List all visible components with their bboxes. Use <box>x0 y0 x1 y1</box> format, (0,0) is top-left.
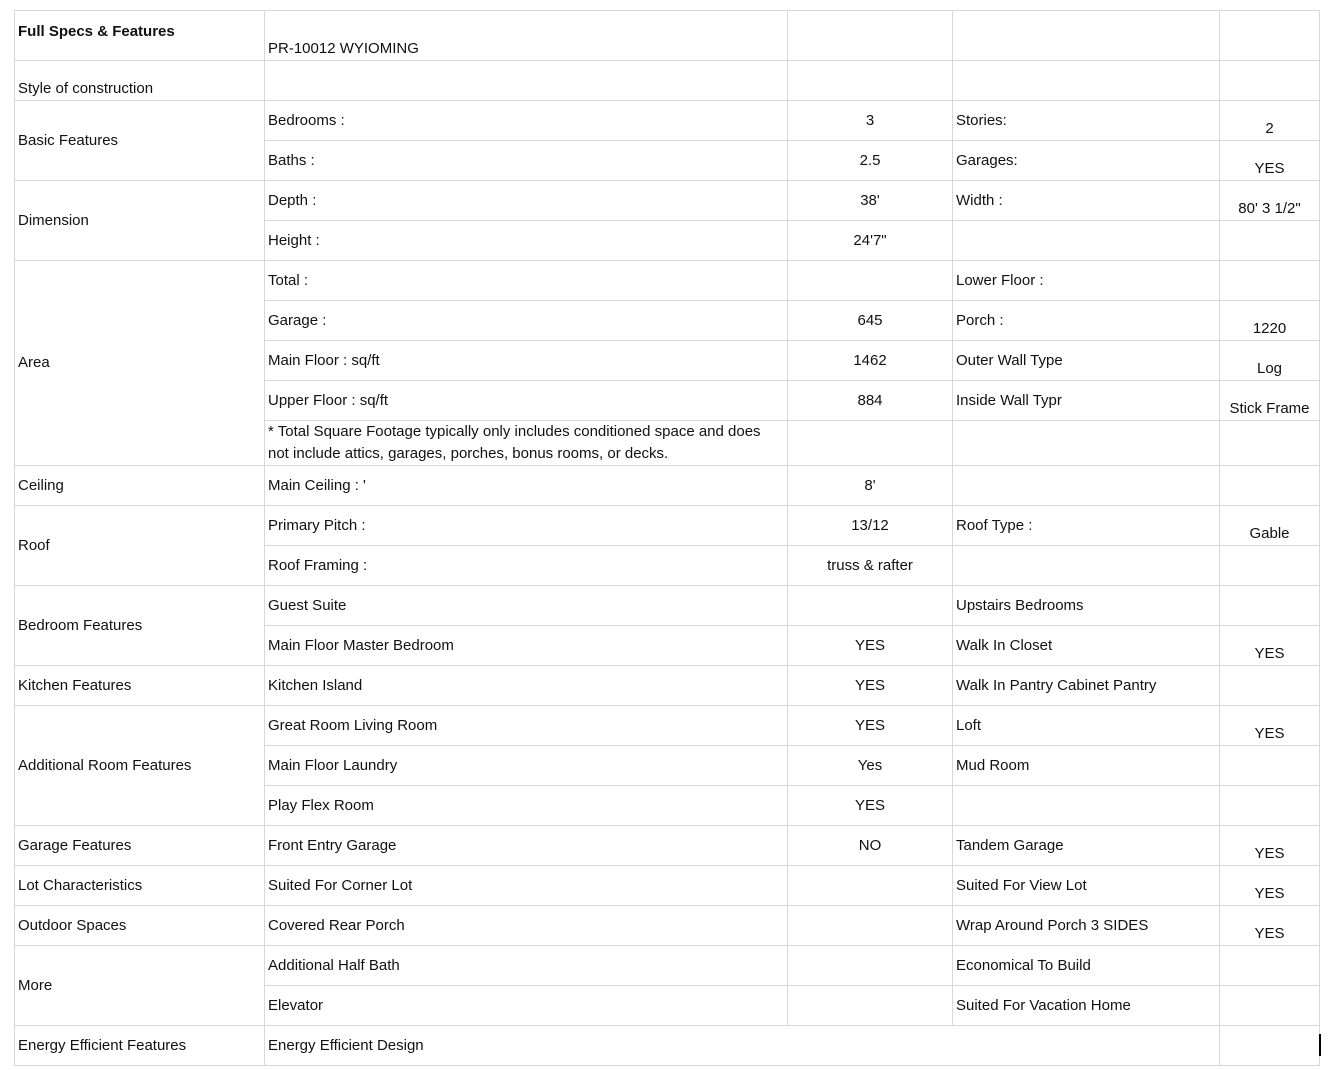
empty-cell <box>1220 546 1320 586</box>
row-right-value: 2 <box>1220 101 1320 141</box>
row-label: Main Floor Laundry <box>265 746 788 786</box>
row-right-value: Gable <box>1220 506 1320 546</box>
section-outdoor-spaces: Outdoor Spaces <box>15 906 265 946</box>
table-row <box>15 666 1320 706</box>
row-label: Height : <box>265 221 788 261</box>
row-right-value: YES <box>1220 626 1320 666</box>
empty-cell <box>953 466 1220 506</box>
row-right-label: Wrap Around Porch 3 SIDES <box>953 906 1220 946</box>
empty-cell <box>953 61 1220 101</box>
empty-cell <box>788 586 953 626</box>
row-value: 24'7" <box>788 221 953 261</box>
row-right-label: Loft <box>953 706 1220 746</box>
section-roof: Roof <box>15 506 265 586</box>
row-value: YES <box>788 666 953 706</box>
section-garage-features: Garage Features <box>15 826 265 866</box>
row-right-label: Inside Wall Typr <box>953 381 1220 421</box>
row-right-label: Suited For View Lot <box>953 866 1220 906</box>
style-label: Style of construction <box>15 61 265 101</box>
row-value: 3 <box>788 101 953 141</box>
row-value: 884 <box>788 381 953 421</box>
row-right-label: Roof Type : <box>953 506 1220 546</box>
section-kitchen-features: Kitchen Features <box>15 666 265 706</box>
section-ceiling: Ceiling <box>15 466 265 506</box>
row-right-label: Porch : <box>953 301 1220 341</box>
empty-cell <box>788 61 953 101</box>
empty-cell <box>953 786 1220 826</box>
empty-cell <box>1220 261 1320 301</box>
empty-cell <box>1220 946 1320 986</box>
row-right-label: Economical To Build <box>953 946 1220 986</box>
empty-cell <box>788 866 953 906</box>
text-cursor-icon <box>1319 1034 1321 1056</box>
row-right-label: Outer Wall Type <box>953 341 1220 381</box>
row-label: Great Room Living Room <box>265 706 788 746</box>
row-right-value: YES <box>1220 866 1320 906</box>
row-value: truss & rafter <box>788 546 953 586</box>
table-row <box>15 1026 1320 1066</box>
empty-cell <box>953 221 1220 261</box>
table-row <box>15 866 1320 906</box>
specs-table <box>14 10 1320 1066</box>
table-row <box>15 181 1320 221</box>
row-value: 1462 <box>788 341 953 381</box>
row-value: 13/12 <box>788 506 953 546</box>
row-value: YES <box>788 706 953 746</box>
section-area: Area <box>15 261 265 466</box>
section-bedroom-features: Bedroom Features <box>15 586 265 666</box>
section-basic-features: Basic Features <box>15 101 265 181</box>
empty-cell <box>788 906 953 946</box>
empty-cell <box>953 546 1220 586</box>
row-right-label: Mud Room <box>953 746 1220 786</box>
row-label: Covered Rear Porch <box>265 906 788 946</box>
row-label: Front Entry Garage <box>265 826 788 866</box>
empty-cell <box>788 11 953 61</box>
row-label: Guest Suite <box>265 586 788 626</box>
empty-cell <box>1220 221 1320 261</box>
empty-cell <box>1220 466 1320 506</box>
empty-cell <box>265 61 788 101</box>
row-right-label: Walk In Pantry Cabinet Pantry <box>953 666 1220 706</box>
row-label: Roof Framing : <box>265 546 788 586</box>
table-row <box>15 946 1320 986</box>
section-lot-characteristics: Lot Characteristics <box>15 866 265 906</box>
table-row <box>15 586 1320 626</box>
empty-cell <box>953 421 1220 466</box>
table-row <box>15 101 1320 141</box>
row-right-value: YES <box>1220 706 1320 746</box>
section-additional-room-features: Additional Room Features <box>15 706 265 826</box>
row-label: Additional Half Bath <box>265 946 788 986</box>
empty-cell <box>953 11 1220 61</box>
empty-cell <box>1220 11 1320 61</box>
table-row <box>15 61 1320 101</box>
row-right-value: YES <box>1220 906 1320 946</box>
row-value: YES <box>788 786 953 826</box>
empty-cell <box>1220 421 1320 466</box>
row-right-value: YES <box>1220 826 1320 866</box>
row-right-label: Upstairs Bedrooms <box>953 586 1220 626</box>
plan-name: PR-10012 WYIOMING <box>265 11 788 61</box>
row-label: Bedrooms : <box>265 101 788 141</box>
table-row <box>15 506 1320 546</box>
row-value: Yes <box>788 746 953 786</box>
row-label: Main Ceiling : ' <box>265 466 788 506</box>
empty-cell <box>1220 61 1320 101</box>
row-right-label: Walk In Closet <box>953 626 1220 666</box>
page-title: Full Specs & Features <box>15 11 265 61</box>
row-right-value: YES <box>1220 141 1320 181</box>
row-right-label: Stories: <box>953 101 1220 141</box>
empty-cell <box>1220 586 1320 626</box>
row-right-value: Stick Frame <box>1220 381 1320 421</box>
area-note: * Total Square Footage typically only includes conditioned space and does not include attics, garages, porches, bonus rooms, or decks. <box>265 421 788 466</box>
table-row <box>15 826 1320 866</box>
row-right-label: Width : <box>953 181 1220 221</box>
row-value: NO <box>788 826 953 866</box>
empty-cell <box>1220 746 1320 786</box>
table-row <box>15 706 1320 746</box>
table-row <box>15 11 1320 61</box>
row-value: 645 <box>788 301 953 341</box>
empty-cell <box>1220 1026 1320 1066</box>
empty-cell <box>1220 666 1320 706</box>
row-label: Kitchen Island <box>265 666 788 706</box>
section-more: More <box>15 946 265 1026</box>
row-label: Energy Efficient Design <box>265 1026 1220 1066</box>
row-label: Garage : <box>265 301 788 341</box>
row-label: Upper Floor : sq/ft <box>265 381 788 421</box>
empty-cell <box>788 946 953 986</box>
row-right-value: Log <box>1220 341 1320 381</box>
table-row <box>15 261 1320 301</box>
row-right-label: Suited For Vacation Home <box>953 986 1220 1026</box>
row-right-label: Tandem Garage <box>953 826 1220 866</box>
row-right-label: Garages: <box>953 141 1220 181</box>
row-label: Total : <box>265 261 788 301</box>
table-row <box>15 466 1320 506</box>
row-right-value: 1220 <box>1220 301 1320 341</box>
table-row <box>15 906 1320 946</box>
row-label: Elevator <box>265 986 788 1026</box>
row-right-label: Lower Floor : <box>953 261 1220 301</box>
empty-cell <box>788 261 953 301</box>
empty-cell <box>1220 986 1320 1026</box>
row-right-value: 80' 3 1/2" <box>1220 181 1320 221</box>
empty-cell <box>1220 786 1320 826</box>
row-label: Baths : <box>265 141 788 181</box>
row-value: 8' <box>788 466 953 506</box>
row-label: Main Floor Master Bedroom <box>265 626 788 666</box>
row-label: Play Flex Room <box>265 786 788 826</box>
row-label: Suited For Corner Lot <box>265 866 788 906</box>
row-value: 38' <box>788 181 953 221</box>
row-label: Primary Pitch : <box>265 506 788 546</box>
row-value: YES <box>788 626 953 666</box>
row-label: Depth : <box>265 181 788 221</box>
section-dimension: Dimension <box>15 181 265 261</box>
empty-cell <box>788 421 953 466</box>
row-value: 2.5 <box>788 141 953 181</box>
row-label: Main Floor : sq/ft <box>265 341 788 381</box>
section-energy-efficient-features: Energy Efficient Features <box>15 1026 265 1066</box>
empty-cell <box>788 986 953 1026</box>
